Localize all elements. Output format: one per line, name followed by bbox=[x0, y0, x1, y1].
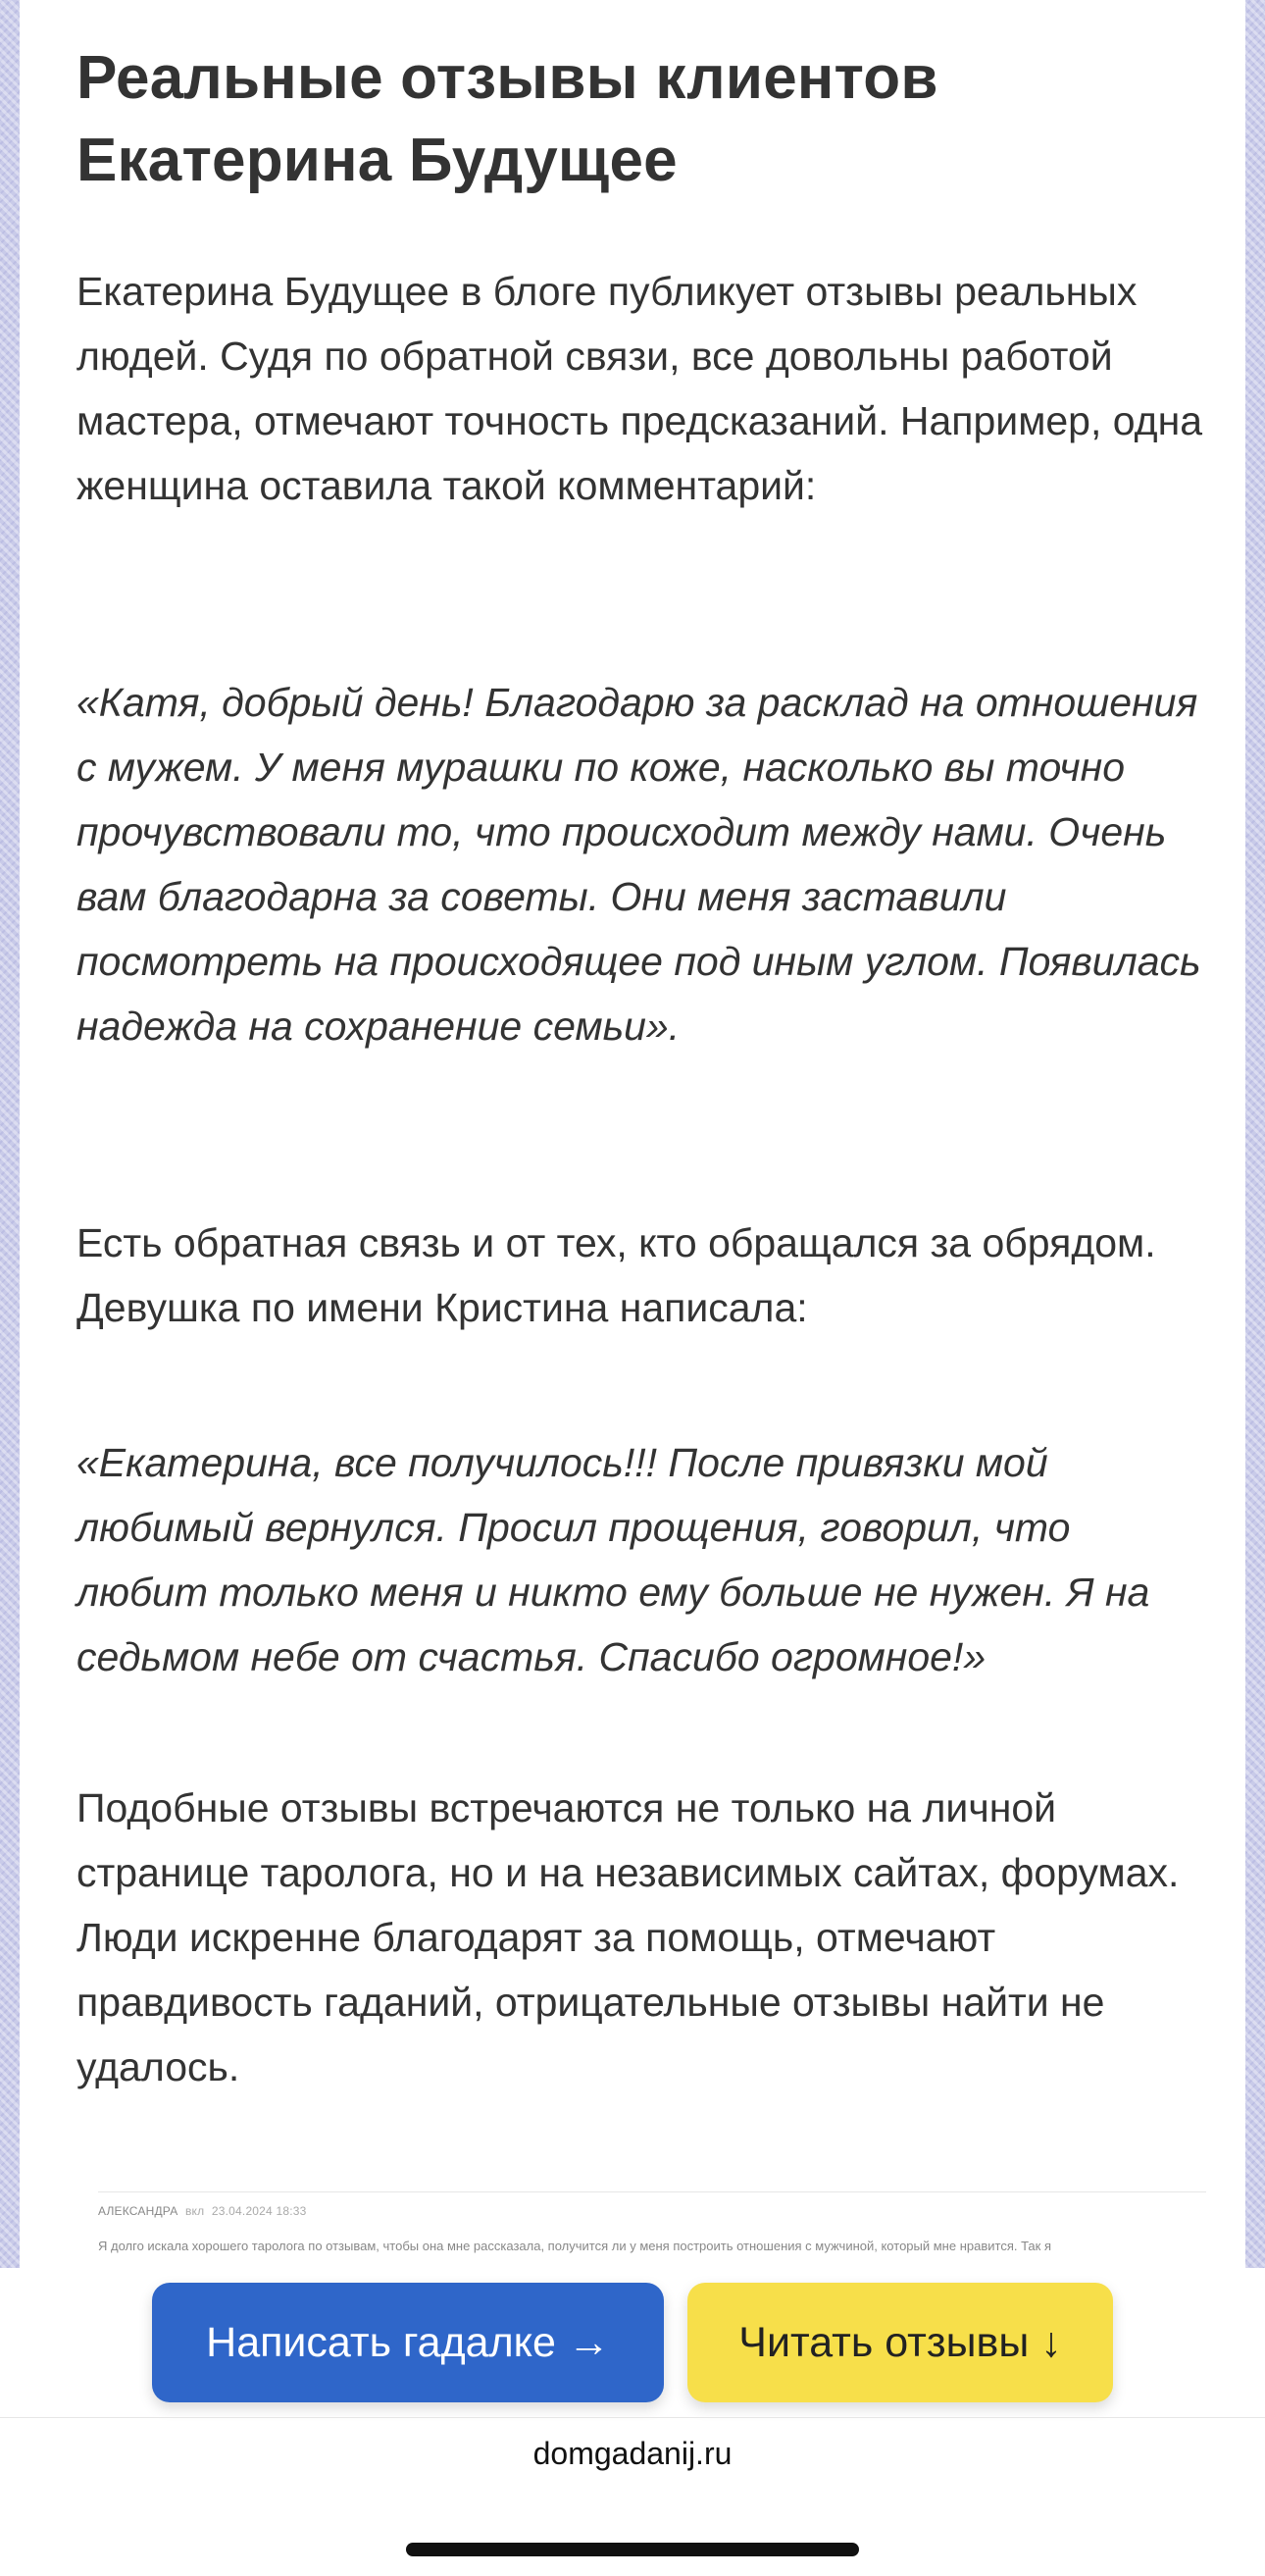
review-preview-card bbox=[98, 2191, 1206, 2268]
review-date: 23.04.2024 18:33 bbox=[211, 2204, 307, 2218]
ritual-feedback-paragraph: Есть обратная связь и от тех, кто обращался за обрядом. Девушка по имени Кристина написала: bbox=[76, 1220, 1156, 1330]
title-line-1: Реальные отзывы клиентов bbox=[76, 44, 938, 112]
review-source: вкл bbox=[184, 2204, 205, 2218]
bottom-action-bar bbox=[0, 2268, 1265, 2576]
write-to-fortune-teller-button[interactable]: Написать гадалке → bbox=[152, 2283, 664, 2402]
review-quote-2: «Екатерина, все получилось!!! После привязки мой любимый вернулся. Просил прощения, говорил, что любит только меня и никто ему больше не нужен. Я на седьмом небе от счастья. Спасибо огромное!» bbox=[76, 1440, 1150, 1679]
intro-paragraph: Екатерина Будущее в блоге публикует отзывы реальных людей. Судя по обратной связи, все довольны работой мастера, отмечают точность предсказаний. Например, одна женщина оставила такой комментарий: bbox=[76, 269, 1203, 508]
read-reviews-button[interactable]: Читать отзывы ↓ bbox=[687, 2283, 1113, 2402]
review-text: Я долго искала хорошего таролога по отзывам, чтобы она мне рассказала, получится ли у меня построить отношения с мужчиной, который мне нравится. Так я bbox=[98, 2239, 1052, 2253]
home-indicator[interactable] bbox=[406, 2543, 859, 2556]
review-author: АЛЕКСАНДРА bbox=[98, 2204, 178, 2218]
divider bbox=[0, 2417, 1265, 2418]
review-meta bbox=[98, 2204, 307, 2218]
summary-paragraph: Подобные отзывы встречаются не только на личной странице таролога, но и на независимых сайтах, форумах. Люди искренне благодарят за помощь, отмечают правдивость гаданий, отрицательные отзывы найти не удалось. bbox=[76, 1785, 1180, 2089]
url-domain[interactable]: domgadanij.ru bbox=[532, 2436, 733, 2471]
page-title bbox=[76, 37, 1194, 202]
article-page bbox=[20, 0, 1245, 2268]
review-quote-1: «Катя, добрый день! Благодарю за расклад на отношения с мужем. У меня мурашки по коже, насколько вы точно прочувствовали то, что происходит между нами. Очень вам благодарна за советы. Они меня заставили посмотреть на происходящее под иным углом. Появилась надежда на сохранение семьи». bbox=[76, 680, 1201, 1049]
title-line-2: Екатерина Будущее bbox=[76, 127, 678, 194]
